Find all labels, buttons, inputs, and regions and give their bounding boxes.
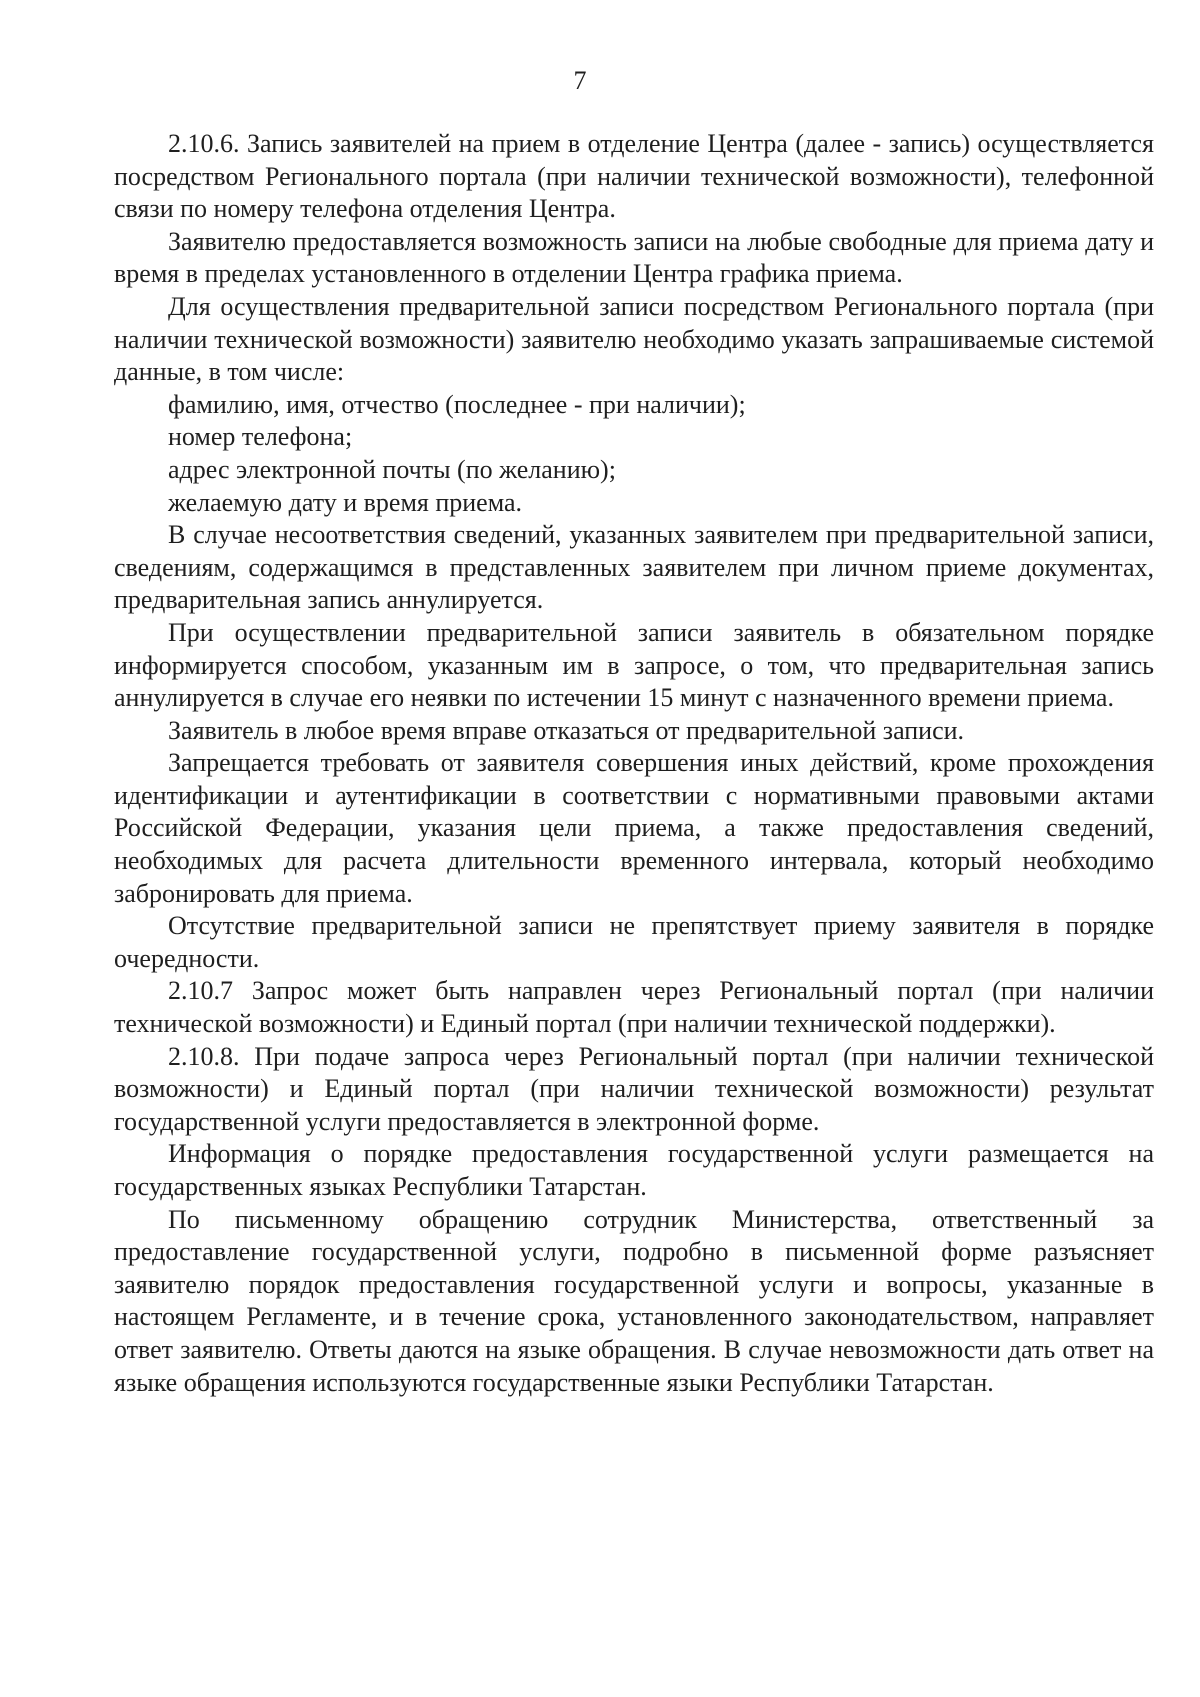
paragraph-portal-booking: Для осуществления предварительной записи посредством Регионального портала (при наличии технической возможности) заявителю необходимо указать запрашиваемые системой данные, в том числе: <box>114 291 1154 387</box>
document-body <box>114 128 1154 1399</box>
paragraph-mismatch: В случае несоответствия сведений, указанных заявителем при предварительной записи, сведениям, содержащимся в представленных заявителем при личном приеме документах, предварительная запись аннулируется. <box>114 520 1154 615</box>
list-item-phone: номер телефона; <box>168 422 353 452</box>
list-item-email: адрес электронной почты (по желанию); <box>168 454 616 484</box>
page-number: 7 <box>573 66 587 95</box>
paragraph-2-10-6: 2.10.6. Запись заявителей на прием в отделение Центра (далее - запись) осуществляется посредством Регионального портала (при наличии технической возможности), телефонной связи по номеру телефона отделения Центра. <box>114 129 1154 224</box>
list-item-date-time: желаемую дату и время приема. <box>168 487 523 517</box>
list-item-full-name: фамилию, имя, отчество (последнее - при наличии); <box>168 389 746 419</box>
paragraph-2-10-8: 2.10.8. При подаче запроса через Региональный портал (при наличии технической возможности) и Единый портал (при наличии технической возможности) результат государственной услуги предоставляется в электронной форме. <box>114 1041 1154 1136</box>
paragraph-2-10-7: 2.10.7 Запрос может быть направлен через Региональный портал (при наличии технической возможности) и Единый портал (при наличии технической поддержки). <box>114 976 1154 1039</box>
paragraph-prohibition: Запрещается требовать от заявителя совершения иных действий, кроме прохождения идентификации и аутентификации в соответствии с нормативными правовыми актами Российской Федерации, указания цели приема, а также предоставления сведений, необходимых для расчета длительности временного интервала, который необходимо забронировать для приема. <box>114 748 1154 908</box>
paragraph-queue: Отсутствие предварительной записи не препятствует приему заявителя в порядке очередности. <box>114 911 1154 973</box>
paragraph-cancellation-notice: При осуществлении предварительной записи заявитель в обязательном порядке информируется способом, указанным им в запросе, о том, что предварительная запись аннулируется в случае его неявки по истечении 15 минут с назначенного времени приема. <box>114 617 1154 713</box>
paragraph-languages: Информация о порядке предоставления государственной услуги размещается на государственных языках Республики Татарстан. <box>114 1139 1154 1201</box>
paragraph-written-request: По письменному обращению сотрудник Министерства, ответственный за предоставление государственной услуги, подробно в письменной форме разъясняет заявителю порядок предоставления государственной услуги и вопросы, указанные в настоящем Регламенте, и в течение срока, установленного законодательством, направляет ответ заявителю. Ответы даются на языке обращения. В случае невозможности дать ответ на языке обращения используются государственные языки Республики Татарстан. <box>114 1204 1154 1397</box>
paragraph-right-to-cancel: Заявитель в любое время вправе отказаться от предварительной записи. <box>168 715 965 745</box>
paragraph-booking-options: Заявителю предоставляется возможность записи на любые свободные для приема дату и время в пределах установленного в отделении Центра графика приема. <box>114 226 1154 289</box>
